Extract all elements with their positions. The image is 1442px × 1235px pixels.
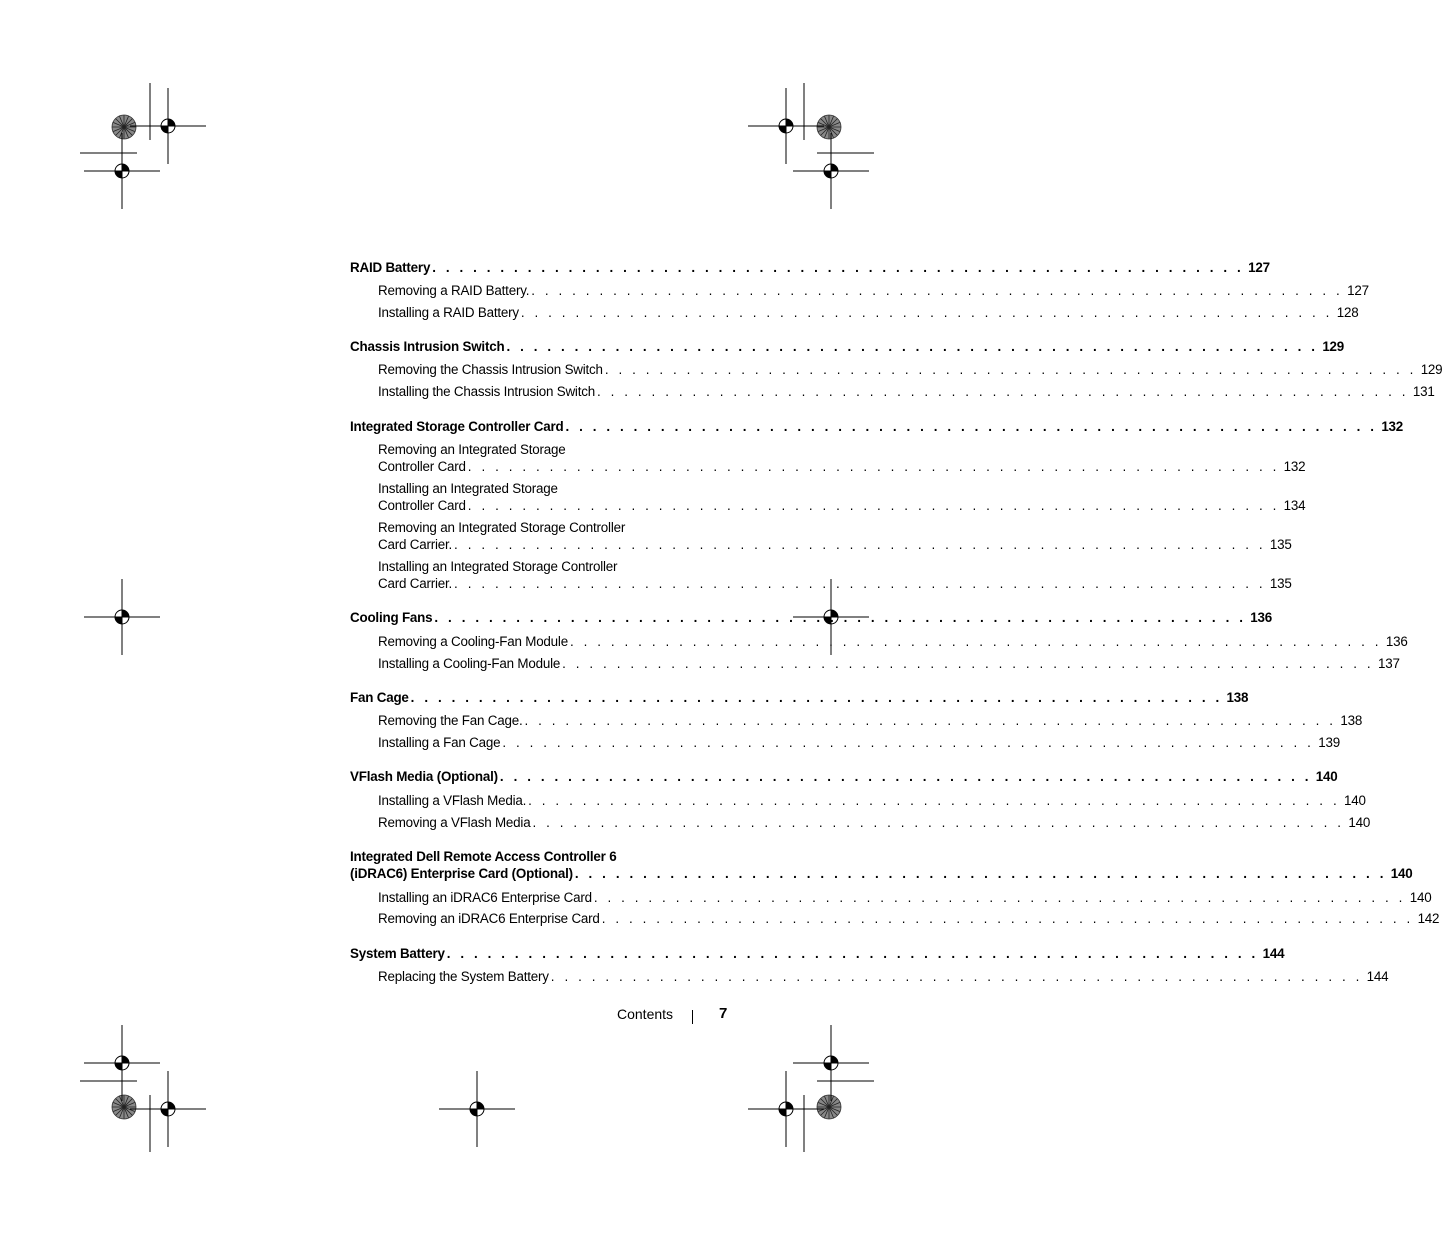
toc-entry-page: 142 [1417, 911, 1440, 926]
toc-entry-line [378, 889, 1432, 906]
toc-entry-subsection[interactable] [378, 361, 1442, 378]
toc-entry-subsection[interactable] [378, 968, 1389, 985]
toc-entry-title: Removing the Chassis Intrusion Switch [378, 362, 603, 377]
toc-entry-title: Installing the Chassis Intrusion Switch [378, 384, 595, 399]
toc-entry-line [378, 792, 1366, 809]
toc-entry-line [350, 865, 1413, 882]
dot-leader: . . . . . . . . . . . . . . . . . . . . . . . . . . . . . . . . . . . . . . . . . . . . . . . . . . . . . . . . . . . . [506, 339, 1319, 354]
toc-entry-title: Card Carrier. [378, 537, 453, 552]
dot-leader: . . . . . . . . . . . . . . . . . . . . . . . . . . . . . . . . . . . . . . . . . . . . . . . . . . . . . . . . . . . . [531, 283, 1343, 298]
toc-entry-subsection[interactable] [378, 480, 1306, 514]
toc-entry-line [378, 519, 688, 536]
toc-entry-line [378, 712, 1363, 729]
toc-entry-line [378, 558, 688, 575]
dot-leader: . . . . . . . . . . . . . . . . . . . . . . . . . . . . . . . . . . . . . . . . . . . . . . . . . . . . . . . . . . . . [410, 690, 1223, 705]
toc-entry-title: Removing the Fan Cage. [378, 713, 523, 728]
toc-entry-line [378, 497, 1306, 514]
toc-entry-section[interactable] [350, 945, 1285, 962]
toc-entry-line [378, 441, 688, 458]
toc-entry-page: 134 [1283, 498, 1306, 513]
toc-entry-line [378, 458, 1306, 475]
toc-entry-title: Cooling Fans [350, 610, 433, 625]
toc-entry-line [378, 361, 1442, 378]
toc-entry-title: Controller Card [378, 498, 466, 513]
toc-entry-line [378, 575, 1292, 592]
toc-entry-section[interactable] [350, 338, 1345, 355]
toc-entry-subsection[interactable] [378, 441, 1306, 475]
toc-entry-page: 131 [1412, 384, 1435, 399]
toc-entry-page: 127 [1248, 260, 1270, 275]
toc-entry-page: 140 [1390, 866, 1413, 881]
dot-leader: . . . . . . . . . . . . . . . . . . . . . . . . . . . . . . . . . . . . . . . . . . . . . . . . . . . . . . . . . . . . [434, 610, 1247, 625]
toc-entry-subsection[interactable] [378, 519, 1292, 553]
dot-leader: . . . . . . . . . . . . . . . . . . . . . . . . . . . . . . . . . . . . . . . . . . . . . . . . . . . . . . . . . . . . [528, 793, 1340, 808]
toc-entry-page: 129 [1322, 339, 1345, 354]
dot-leader: . . . . . . . . . . . . . . . . . . . . . . . . . . . . . . . . . . . . . . . . . . . . . . . . . . . . . . . . . . . . [454, 537, 1266, 552]
toc-entry-line [350, 945, 1285, 962]
toc-entry-section[interactable] [350, 768, 1338, 785]
dot-leader: . . . . . . . . . . . . . . . . . . . . . . . . . . . . . . . . . . . . . . . . . . . . . . . . . . . . . . . . . . . . [524, 713, 1337, 728]
toc-entry-subsection[interactable] [378, 792, 1366, 809]
toc-entry-title: Replacing the System Battery [378, 969, 549, 984]
toc-entry-line [378, 655, 1400, 672]
toc-entry-page: 136 [1250, 610, 1273, 625]
toc-entry-title: System Battery [350, 946, 445, 961]
toc-entry-title: Installing an Integrated Storage Controller [378, 559, 618, 574]
toc-entry-page: 136 [1385, 634, 1408, 649]
dot-leader: . . . . . . . . . . . . . . . . . . . . . . . . . . . . . . . . . . . . . . . . . . . . . . . . . . . . . . . . . . . . [446, 946, 1259, 961]
toc-entry-subsection[interactable] [378, 304, 1359, 321]
toc-entry-title: Chassis Intrusion Switch [350, 339, 505, 354]
toc-entry-page: 135 [1269, 576, 1292, 591]
toc-entry-title: Removing an iDRAC6 Enterprise Card [378, 911, 600, 926]
toc-entry-subsection[interactable] [378, 383, 1435, 400]
toc-entry-page: 127 [1347, 283, 1369, 298]
toc-entry-page: 144 [1366, 969, 1389, 984]
toc-entry-page: 138 [1340, 713, 1363, 728]
toc-entry-line [350, 768, 1338, 785]
toc-entry-line [350, 689, 1249, 706]
dot-leader: . . . . . . . . . . . . . . . . . . . . . . . . . . . . . . . . . . . . . . . . . . . . . . . . . . . . . . . . . . . . [601, 911, 1414, 926]
toc-entry-line [378, 910, 1440, 927]
toc-entry-line [350, 609, 1273, 626]
toc-entry-section[interactable] [350, 689, 1249, 706]
footer-separator [692, 1010, 693, 1024]
dot-leader: . . . . . . . . . . . . . . . . . . . . . . . . . . . . . . . . . . . . . . . . . . . . . . . . . . . . . . . . . . . . [520, 305, 1333, 320]
toc-entry-title: RAID Battery [350, 260, 431, 275]
dot-leader: . . . . . . . . . . . . . . . . . . . . . . . . . . . . . . . . . . . . . . . . . . . . . . . . . . . . . . . . . . . . [562, 656, 1374, 671]
toc-entry-title: Installing an iDRAC6 Enterprise Card [378, 890, 592, 905]
toc-entry-title: Controller Card [378, 459, 466, 474]
toc-entry-subsection[interactable] [378, 910, 1440, 927]
dot-leader: . . . . . . . . . . . . . . . . . . . . . . . . . . . . . . . . . . . . . . . . . . . . . . . . . . . . . . . . . . . . [596, 384, 1409, 399]
dot-leader: . . . . . . . . . . . . . . . . . . . . . . . . . . . . . . . . . . . . . . . . . . . . . . . . . . . . . . . . . . . . [565, 419, 1378, 434]
toc-entry-title: Removing a RAID Battery. [378, 283, 530, 298]
toc-entry-title: Removing a Cooling-Fan Module [378, 634, 568, 649]
toc-entry-subsection[interactable] [378, 712, 1363, 729]
dot-leader: . . . . . . . . . . . . . . . . . . . . . . . . . . . . . . . . . . . . . . . . . . . . . . . . . . . . . . . . . . . . [569, 634, 1382, 649]
toc-entry-subsection[interactable] [378, 558, 1292, 592]
toc-entry-subsection[interactable] [378, 633, 1408, 650]
toc-entry-section[interactable] [350, 609, 1273, 626]
dot-leader: . . . . . . . . . . . . . . . . . . . . . . . . . . . . . . . . . . . . . . . . . . . . . . . . . . . . . . . . . . . . [574, 866, 1387, 881]
toc-entry-page: 132 [1381, 419, 1404, 434]
footer-section-label: Contents [617, 1006, 674, 1022]
toc-entry-page: 132 [1283, 459, 1306, 474]
toc-entry-line [350, 848, 688, 865]
toc-entry-section[interactable] [350, 418, 1404, 435]
dot-leader: . . . . . . . . . . . . . . . . . . . . . . . . . . . . . . . . . . . . . . . . . . . . . . . . . . . . . . . . . . . . [467, 498, 1280, 513]
toc-entry-title: Card Carrier. [378, 576, 453, 591]
toc-entry-title: Integrated Storage Controller Card [350, 419, 564, 434]
dot-leader: . . . . . . . . . . . . . . . . . . . . . . . . . . . . . . . . . . . . . . . . . . . . . . . . . . . . . . . . . . . . [593, 890, 1406, 905]
toc-entry-title: Removing an Integrated Storage Controller [378, 520, 626, 535]
toc-entry-line [378, 536, 1292, 553]
toc-entry-title: Installing a RAID Battery [378, 305, 519, 320]
toc-entry-title: Removing an Integrated Storage [378, 442, 566, 457]
toc-entry-page: 144 [1262, 946, 1285, 961]
toc-entry-line [378, 480, 688, 497]
toc-entry-line [378, 968, 1389, 985]
dot-leader: . . . . . . . . . . . . . . . . . . . . . . . . . . . . . . . . . . . . . . . . . . . . . . . . . . . . . . . . . . . . [532, 815, 1345, 830]
dot-leader: . . . . . . . . . . . . . . . . . . . . . . . . . . . . . . . . . . . . . . . . . . . . . . . . . . . . . . . . . . . . [432, 260, 1244, 275]
toc-entry-title: VFlash Media (Optional) [350, 769, 498, 784]
toc-entry-subsection[interactable] [378, 734, 1340, 751]
toc-entry-title: Installing a Fan Cage [378, 735, 501, 750]
toc-entry-page: 139 [1318, 735, 1340, 750]
dot-leader: . . . . . . . . . . . . . . . . . . . . . . . . . . . . . . . . . . . . . . . . . . . . . . . . . . . . . . . . . . . . [499, 769, 1312, 784]
dot-leader: . . . . . . . . . . . . . . . . . . . . . . . . . . . . . . . . . . . . . . . . . . . . . . . . . . . . . . . . . . . . [502, 735, 1314, 750]
toc-entry-line [378, 383, 1435, 400]
footer-page-number: 7 [719, 1005, 728, 1022]
toc-entry-line [378, 304, 1359, 321]
toc-entry-title: Installing a VFlash Media. [378, 793, 527, 808]
toc-entry-section[interactable] [350, 848, 1413, 882]
toc-entry-title: Removing a VFlash Media [378, 815, 531, 830]
dot-leader: . . . . . . . . . . . . . . . . . . . . . . . . . . . . . . . . . . . . . . . . . . . . . . . . . . . . . . . . . . . . [454, 576, 1266, 591]
toc-entry-page: 135 [1269, 537, 1292, 552]
toc-entry-page: 129 [1420, 362, 1442, 377]
toc-entry-subsection[interactable] [378, 655, 1400, 672]
toc-entry-line [350, 259, 1270, 276]
dot-leader: . . . . . . . . . . . . . . . . . . . . . . . . . . . . . . . . . . . . . . . . . . . . . . . . . . . . . . . . . . . . [604, 362, 1417, 377]
toc-entry-title: Installing an Integrated Storage [378, 481, 558, 496]
toc-entry-title: Installing a Cooling-Fan Module [378, 656, 561, 671]
dot-leader: . . . . . . . . . . . . . . . . . . . . . . . . . . . . . . . . . . . . . . . . . . . . . . . . . . . . . . . . . . . . [467, 459, 1280, 474]
toc-entry-page: 137 [1378, 656, 1400, 671]
toc-entry-line [378, 734, 1340, 751]
toc-entry-line [350, 338, 1345, 355]
toc-entry-page: 140 [1315, 769, 1338, 784]
toc-entry-section[interactable] [350, 259, 1270, 276]
toc-entry-page: 138 [1226, 690, 1249, 705]
toc-entry-line [378, 633, 1408, 650]
toc-entry-title: Fan Cage [350, 690, 409, 705]
toc-entry-title: (iDRAC6) Enterprise Card (Optional) [350, 866, 573, 881]
toc-entry-page: 140 [1348, 815, 1371, 830]
toc-entry-line [378, 814, 1371, 831]
dot-leader: . . . . . . . . . . . . . . . . . . . . . . . . . . . . . . . . . . . . . . . . . . . . . . . . . . . . . . . . . . . . [550, 969, 1363, 984]
toc-entry-title: Integrated Dell Remote Access Controller 6 [350, 849, 617, 864]
toc-entry-subsection[interactable] [378, 814, 1371, 831]
toc-entry-page: 140 [1409, 890, 1432, 905]
toc-entry-page: 128 [1336, 305, 1359, 320]
toc-entry-subsection[interactable] [378, 889, 1432, 906]
toc-entry-line [350, 418, 1404, 435]
toc-entry-page: 140 [1344, 793, 1366, 808]
toc-entry-subsection[interactable] [378, 282, 1369, 299]
toc-entry-line [378, 282, 1369, 299]
